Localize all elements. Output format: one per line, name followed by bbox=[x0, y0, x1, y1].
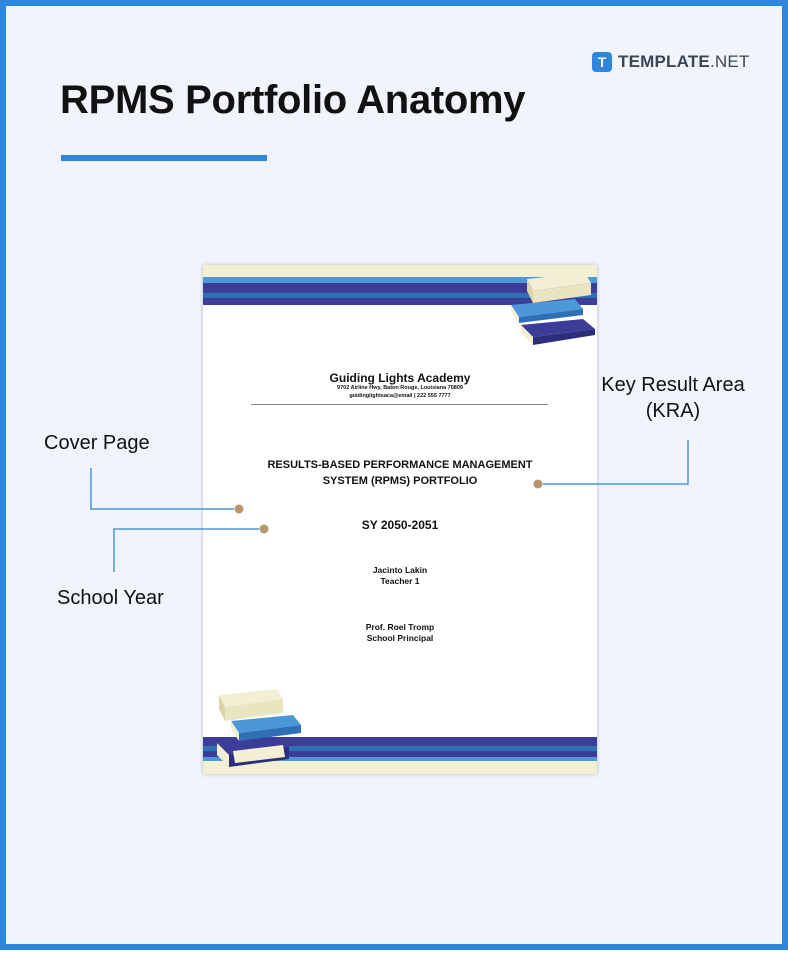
principal-name: Prof. Roel Tromp bbox=[365, 622, 435, 632]
brand-name-bold: TEMPLATE bbox=[618, 52, 710, 71]
principal-role: School Principal bbox=[366, 633, 434, 643]
cover-page-leader-line bbox=[91, 468, 234, 509]
kra-marker bbox=[534, 480, 543, 489]
callout-kra-line1: Key Result Area bbox=[601, 374, 745, 396]
report-title-line1: RESULTS-BASED PERFORMANCE MANAGEMENT bbox=[267, 459, 533, 471]
page-title: RPMS Portfolio Anatomy bbox=[60, 78, 526, 122]
callout-leaders bbox=[6, 6, 788, 956]
school-name: Guiding Lights Academy bbox=[329, 371, 471, 385]
cover-page-marker bbox=[235, 505, 244, 514]
school-year-marker bbox=[260, 525, 269, 534]
callout-cover-page: Cover Page bbox=[44, 432, 150, 454]
callout-key-result-area bbox=[600, 372, 746, 424]
school-year-leader-line bbox=[114, 529, 259, 572]
school-year-text: SY 2050-2051 bbox=[361, 518, 439, 532]
teacher-name: Jacinto Lakin bbox=[372, 565, 428, 575]
teacher-role: Teacher 1 bbox=[380, 576, 420, 586]
report-title-line2: SYSTEM (RPMS) PORTFOLIO bbox=[322, 475, 478, 487]
callout-school-year: School Year bbox=[57, 587, 164, 609]
callout-kra-line2: (KRA) bbox=[645, 400, 701, 422]
school-contact: guidinglightsaca@email | 222 555 7777 bbox=[349, 393, 451, 399]
brand-name-light: .NET bbox=[709, 52, 750, 71]
school-address: 9702 Airline Hwy, Baton Rouge, Louisiana 70809 bbox=[337, 385, 463, 391]
template-logo-icon: T bbox=[592, 52, 612, 72]
kra-leader-line bbox=[543, 440, 688, 484]
